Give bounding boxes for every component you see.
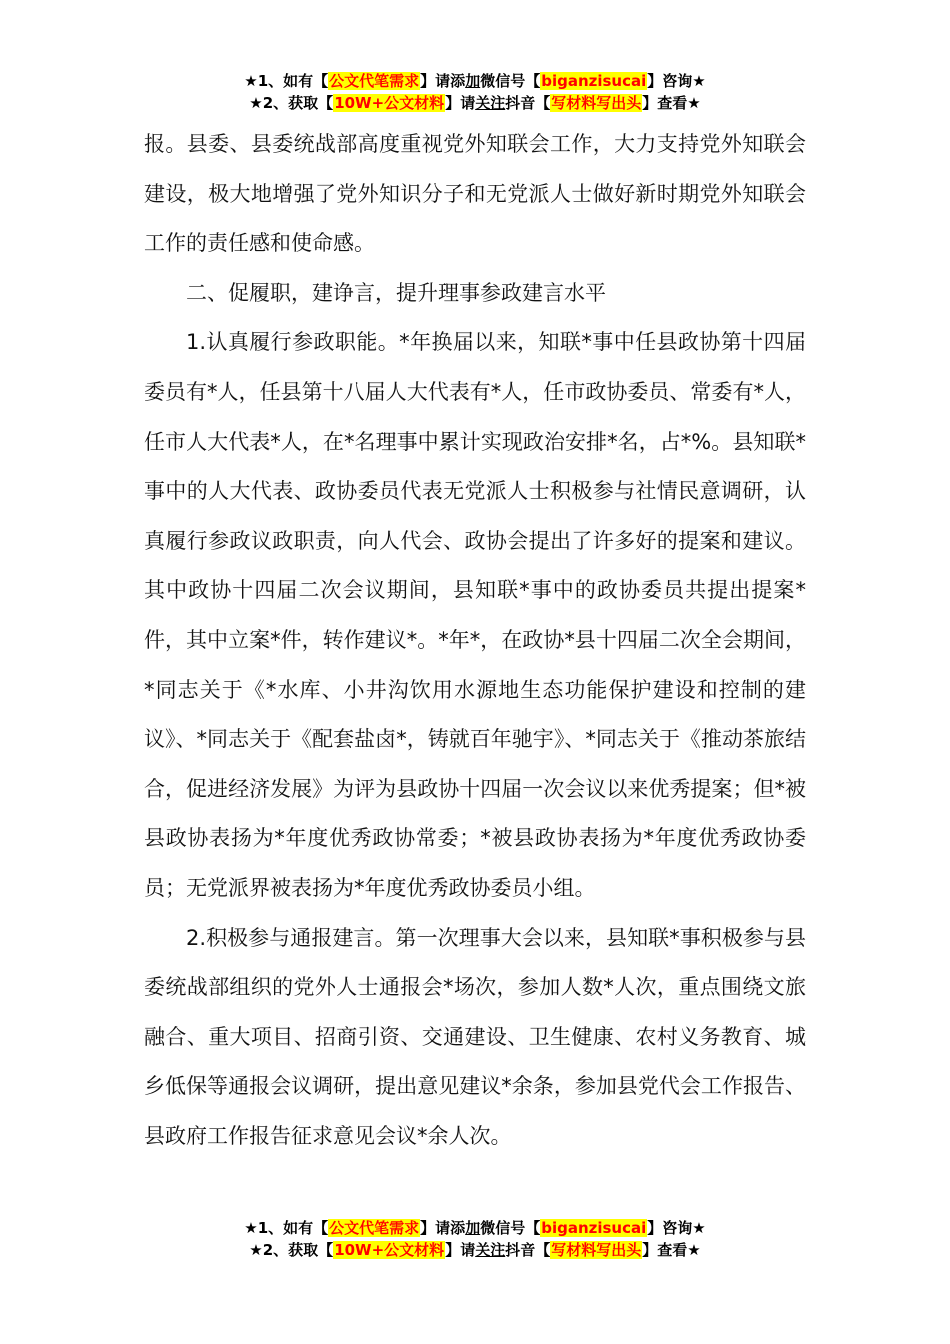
- highlight-service: 公文代笔需求: [329, 72, 420, 90]
- header-banner: [0, 70, 950, 114]
- section-heading: 二、促履职，建诤言，提升理事参政建言水平: [186, 280, 606, 305]
- banner-line-2: ★2、获取【10W+公文材料】请关注抖音【写材料写出头】查看★: [249, 94, 701, 112]
- footer-banner: [0, 1217, 950, 1261]
- banner-line-2: ★2、获取【10W+公文材料】请关注抖音【写材料写出头】查看★: [249, 1241, 701, 1259]
- paragraph-continued: 报。县委、县委统战部高度重视党外知联会工作，大力支持党外知联会建设，极大地增强了党外知识分子和无党派人士做好新时期党外知联会工作的责任感和使命感。: [144, 132, 806, 256]
- highlight-materials: 10W+公文材料: [334, 1241, 445, 1259]
- highlight-douyin-id: 写材料写出头: [551, 94, 642, 112]
- highlight-douyin-id: 写材料写出头: [551, 1241, 642, 1259]
- paragraph-item-1: 1.认真履行参政职能。*年换届以来，知联*事中任县政协第十四届委员有*人，任县第十八届人大代表有*人，任市政协委员、常委有*人，任市人大代表*人，在*名理事中累计实现政治安排*名，占*%。县知联*事中的人大代表、政协委员代表无党派人士积极参与社情民意调研，认真履行参政议政职责，向人代会、政协会提出了许多好的提案和建议。其中政协十四届二次会议期间，县知联*事中的政协委员共提出提案*件，其中立案*件，转作建议*。*年*，在政协*县十四届二次全会期间，*同志关于《*水库、小井沟饮用水源地生态功能保护建设和控制的建议》、*同志关于《配套盐卤*，铸就百年驰宇》、*同志关于《推动茶旅结合，促进经济发展》为评为县政协十四届一次会议以来优秀提案；但*被县政协表扬为*年度优秀政协常委；*被县政协表扬为*年度优秀政协委员；无党派界被表扬为*年度优秀政协委员小组。: [144, 330, 806, 900]
- document-body: [144, 120, 806, 1161]
- highlight-wechat-id: biganzisucai: [541, 1219, 647, 1237]
- paragraph-item-2: 2.积极参与通报建言。第一次理事大会以来，县知联*事积极参与县委统战部组织的党外人士通报会*场次，参加人数*人次，重点围绕文旅融合、重大项目、招商引资、交通建设、卫生健康、农村义务教育、城乡低保等通报会议调研，提出意见建议*余条，参加县党代会工作报告、县政府工作报告征求意见会议*余人次。: [144, 925, 806, 1148]
- highlight-wechat-id: biganzisucai: [541, 72, 647, 90]
- banner-line-1: ★1、如有【公文代笔需求】请添加微信号【biganzisucai】咨询★: [244, 1219, 706, 1237]
- banner-line-1: ★1、如有【公文代笔需求】请添加微信号【biganzisucai】咨询★: [244, 72, 706, 90]
- highlight-service: 公文代笔需求: [329, 1219, 420, 1237]
- highlight-materials: 10W+公文材料: [334, 94, 445, 112]
